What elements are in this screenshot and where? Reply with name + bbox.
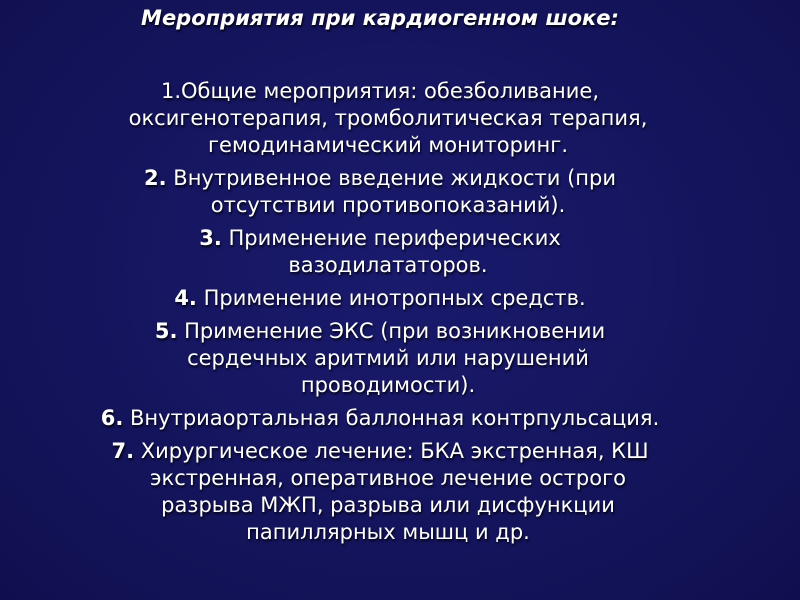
measure-item-6-line-1: [30, 405, 730, 432]
measure-item-3-number: 3.: [199, 226, 222, 250]
measure-item-7: [30, 438, 730, 546]
slide-title: Мероприятия при кардиогенном шоке:: [141, 6, 619, 30]
measure-item-7-line-1: [30, 438, 730, 465]
measures-list: [30, 78, 730, 546]
measure-item-1-line-2: оксигенотерапия, тромболитическая терапия,: [128, 106, 648, 130]
measure-item-2-line-1: [30, 165, 730, 192]
measure-item-6: [30, 405, 730, 432]
measure-item-4: [30, 285, 730, 312]
measure-item-2-text-1: Внутривенное введение жидкости (при: [173, 166, 616, 190]
measure-item-1-number: 1.: [160, 79, 181, 103]
measure-item-3: [30, 225, 730, 279]
measure-item-2-line-2: отсутствии противопоказаний).: [210, 193, 566, 217]
measure-item-5: [30, 318, 730, 399]
measure-item-2-number: 2.: [144, 166, 167, 190]
measure-item-7-text-1: Хирургическое лечение: БКА экстренная, КШ: [140, 439, 649, 463]
measure-item-4-text-1: Применение инотропных средств.: [203, 286, 586, 310]
measure-item-3-line-2: вазодилататоров.: [288, 253, 488, 277]
measure-item-1-line-1: [30, 78, 730, 105]
measure-item-5-line-1: [30, 318, 730, 345]
measure-item-2: [30, 165, 730, 219]
measure-item-5-number: 5.: [154, 319, 178, 343]
measure-item-7-line-2: экстренная, оперативное лечение острого: [149, 466, 626, 490]
measure-item-3-line-1: [30, 225, 730, 252]
measure-item-7-line-4: папиллярных мышц и др.: [246, 520, 530, 544]
measure-item-6-text-1: Внутриаортальная баллонная контрпульсация.: [130, 406, 660, 430]
measure-item-5-line-3: проводимости).: [300, 373, 476, 397]
measure-item-4-line-1: [30, 285, 730, 312]
measure-item-5-line-2: сердечных аритмий или нарушений: [187, 346, 589, 370]
measure-item-7-line-3: разрыва МЖП, разрыва или дисфункции: [161, 493, 615, 517]
measure-item-4-number: 4.: [174, 286, 197, 310]
measure-item-3-text-1: Применение периферических: [228, 226, 561, 250]
measure-item-1-line-3: гемодинамический мониторинг.: [208, 133, 568, 157]
measure-item-7-number: 7.: [111, 439, 135, 463]
measure-item-1-text-1: Общие мероприятия: обезболивание,: [181, 79, 600, 103]
measure-item-1: [30, 78, 730, 159]
measure-item-5-text-1: Применение ЭКС (при возникновении: [184, 319, 606, 343]
measure-item-6-number: 6.: [100, 406, 124, 430]
